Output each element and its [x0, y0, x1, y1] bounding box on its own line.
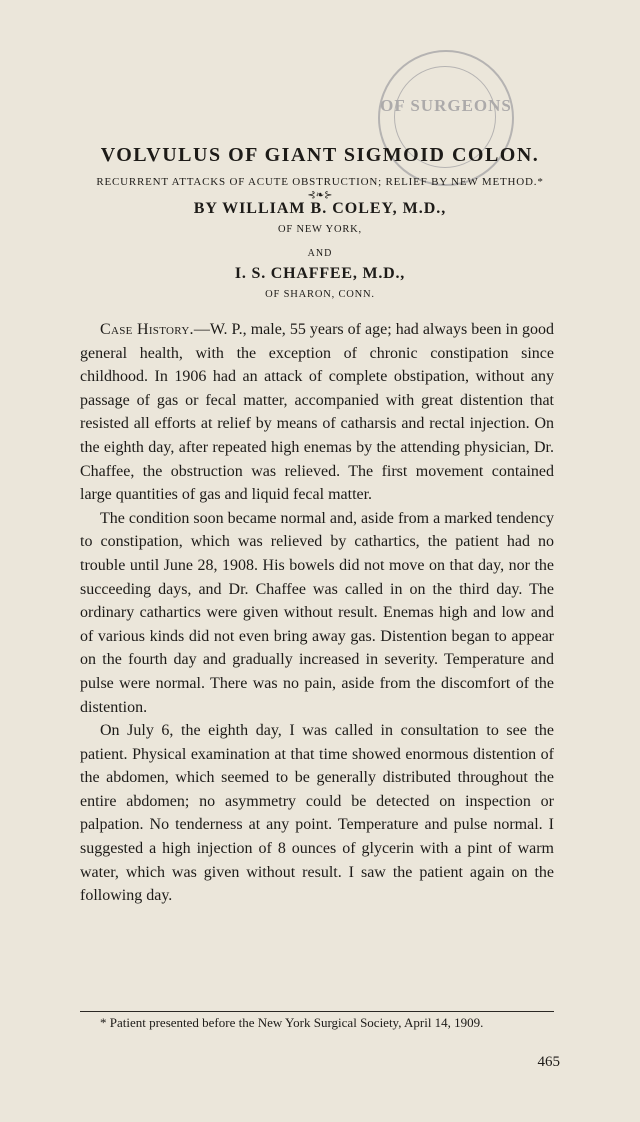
- author-1-affiliation: OF NEW YORK,: [278, 224, 362, 235]
- title-ornament: ⊰❧⊱: [307, 190, 333, 201]
- article-title: VOLVULUS OF GIANT SIGMOID COLON.: [100, 144, 540, 166]
- author-2-affiliation: OF SHARON, CONN.: [265, 289, 375, 300]
- article-body: [80, 318, 554, 908]
- body-paragraph: [80, 318, 554, 507]
- body-paragraph: The condition soon became normal and, aside from a marked tendency to constipation, which was relieved by cathartics, the patient had no trouble until June 28, 1908. His bowels did not move on that day, nor the succeeding days, and Dr. Chaffee was called in on the third day. The ordinary cathartics were given without result. Enemas high and low and of various kinds did not even bring away gas. Distention began to appear on the fourth day and gradually increased in severity. Temperature and pulse were normal. There was no pain, aside from the discomfort of the distention.: [80, 509, 554, 716]
- article-subtitle: RECURRENT ATTACKS OF ACUTE OBSTRUCTION; RELIEF BY NEW METHOD.*: [96, 176, 544, 188]
- paragraph-text: —W. P., male, 55 years of age; had always been in good general health, with the exception of chronic constipation since childhood. In 1906 had an attack of complete obstipation, without any passage of gas or fecal matter, accompanied with great distention that resisted all efforts at relief by means of catharsis and rectal injection. On the eighth day, after repeated high enemas by the attending physician, Dr. Chaffee, the obstruction was relieved. The first movement contained large quantities of gas and liquid fecal matter.: [80, 321, 555, 504]
- page-number: 465: [537, 1054, 560, 1070]
- library-stamp-text: OF SURGEONS: [380, 96, 512, 115]
- footnote: * Patient presented before the New York Surgical Society, April 14, 1909.: [100, 1015, 484, 1030]
- section-heading: Case History.: [100, 321, 194, 338]
- body-paragraph: On July 6, the eighth day, I was called in consultation to see the patient. Physical examination at that time showed enormous distention of the abdomen, which seemed to be generally distributed throughout the entire abdomen; no asymmetry could be detected on inspection or palpation. No tenderness at any point. Temperature and pulse normal. I suggested a high injection of 8 ounces of glycerin with a pint of warm water, which was given without result. I saw the patient again on the following day.: [80, 722, 554, 905]
- footnote-divider: [80, 1011, 554, 1012]
- author-conjunction: AND: [307, 248, 333, 259]
- author-1-name: BY WILLIAM B. COLEY, M.D.,: [193, 200, 447, 217]
- author-2-name: I. S. CHAFFEE, M.D.,: [234, 265, 406, 282]
